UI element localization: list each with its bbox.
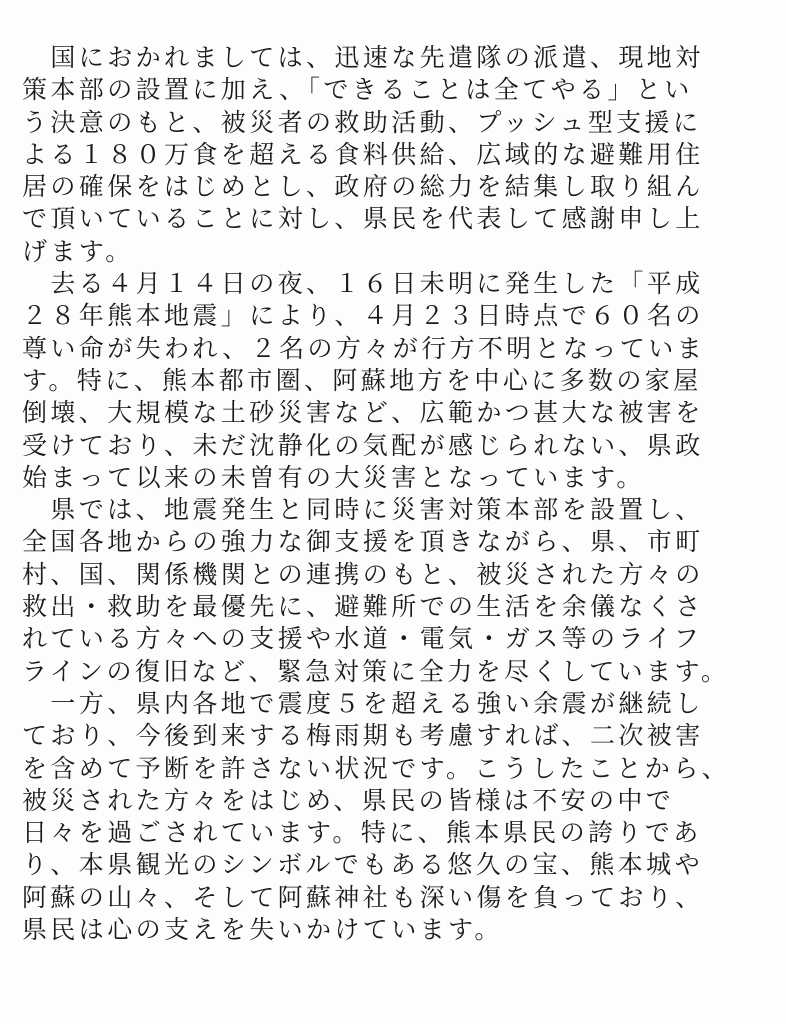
text-line: 被災された方々をはじめ、県民の皆様は不安の中で (22, 785, 675, 815)
text-line: ており、今後到来する梅雨期も考慮すれば、二次被害 (22, 721, 704, 751)
body-text (22, 43, 772, 947)
text-line: 始まって以来の未曽有の大災害となっています。 (22, 462, 645, 492)
text-line: 日々を過ごされています。特に、熊本県民の誇りであ (22, 818, 702, 848)
text-line: れている方々への支援や水道・電気・ガス等のライフ (22, 624, 703, 654)
text-line: 居の確保をはじめとし、政府の総力を結集し取り組ん (22, 172, 704, 202)
text-line: す。特に、熊本都市圏、阿蘇地方を中心に多数の家屋 (22, 365, 702, 395)
text-line: 村、国、関係機関との連携のもと、被災された方々の (22, 559, 704, 589)
text-line: 県民は心の支えを失いかけています。 (22, 915, 503, 945)
text-line: 救出・救助を最優先に、避難所での生活を余儀なくさ (22, 592, 704, 622)
text-line: 受けており、未だ沈静化の気配が感じられない、県政 (22, 430, 704, 460)
text-line: 策本部の設置に加え、「できることは全てやる」とい (22, 75, 693, 105)
text-line: よる１８０万食を超える食料供給、広域的な避難用住 (22, 139, 704, 169)
text-line: 国におかれましては、迅速な先遣隊の派遣、現地対 (22, 43, 704, 72)
text-line: ラインの復旧など、緊急対策に全力を尽くしています。 (22, 656, 730, 686)
text-line: 倒壊、大規模な土砂災害など、広範かつ甚大な被害を (22, 398, 704, 428)
text-line: げます。 (22, 236, 134, 266)
text-line: で頂いていることに対し、県民を代表して感謝申し上 (22, 204, 704, 234)
text-line: 県では、地震発生と同時に災害対策本部を設置し、 (22, 495, 704, 525)
text-line: り、本県観光のシンボルでもある悠久の宝、熊本城や (22, 850, 703, 880)
text-line: ２８年熊本地震」により、４月２３日時点で６０名の (22, 301, 704, 331)
text-line: 去る４月１４日の夜、１６日未明に発生した「平成 (22, 269, 704, 299)
text-line: 一方、県内各地で震度５を超える強い余震が継続し (22, 688, 704, 718)
text-line: 尊い命が失われ、２名の方々が行方不明となっていま (22, 333, 706, 363)
text-line: 全国各地からの強力な御支援を頂きながら、県、市町 (22, 527, 704, 557)
text-line: う決意のもと、被災者の救助活動、プッシュ型支援に (22, 107, 702, 137)
text-line: 阿蘇の山々、そして阿蘇神社も深い傷を負っており、 (22, 882, 704, 912)
text-line: を含めて予断を許さない状況です。こうしたことから、 (22, 753, 731, 783)
